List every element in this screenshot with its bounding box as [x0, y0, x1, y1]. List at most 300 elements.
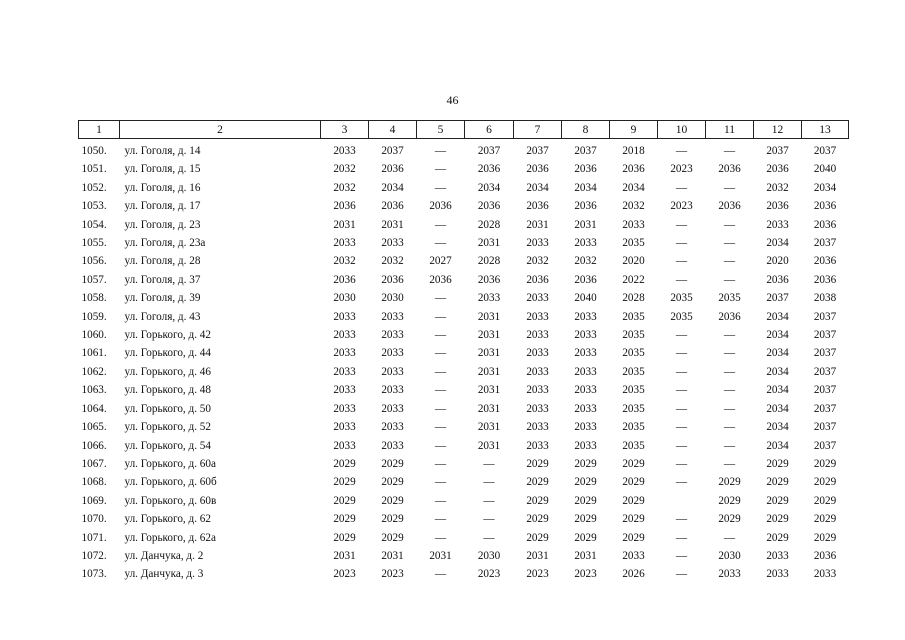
year-cell-col-8: 2036: [574, 163, 597, 176]
column-header-9: 9: [610, 121, 658, 139]
table-row: [79, 160, 849, 178]
year-cell-col-10: —: [675, 457, 688, 470]
table-row: [79, 363, 849, 381]
row-number-cell: 1054.: [81, 218, 107, 231]
year-cell-col-13: 2037: [813, 237, 837, 250]
table-row: [79, 565, 849, 583]
year-cell-col-10: —: [675, 549, 688, 562]
column-header-1: 1: [79, 121, 120, 139]
year-cell-col-6: 2036: [477, 273, 501, 286]
address-cell: ул. Горького, д. 46: [124, 365, 211, 378]
row-number-cell: 1072.: [81, 549, 107, 562]
year-cell-col-7: 2031: [526, 218, 549, 231]
year-cell-col-13: 2037: [813, 310, 837, 323]
year-cell-col-9: 2035: [622, 329, 645, 342]
year-cell-col-9: 2018: [622, 145, 645, 157]
year-cell-col-12: 2036: [766, 163, 789, 176]
year-cell-col-13: 2037: [813, 329, 837, 342]
year-cell-col-4: 2033: [381, 384, 404, 397]
year-cell-col-3: 2032: [333, 163, 356, 176]
year-cell-col-10: —: [675, 365, 688, 378]
year-cell-col-3: 2029: [333, 476, 356, 489]
year-cell-col-12: 2034: [766, 237, 789, 250]
year-cell-col-5: —: [434, 292, 447, 305]
year-cell-col-6: —: [483, 457, 495, 470]
year-cell-col-10: —: [675, 145, 688, 157]
table-row: [79, 179, 849, 197]
year-cell-col-3: 2033: [333, 384, 356, 397]
year-cell-col-4: 2030: [381, 292, 404, 305]
row-number-cell: 1064.: [81, 402, 107, 415]
year-cell-col-12: 2029: [766, 494, 789, 507]
year-cell-col-3: 2023: [333, 568, 356, 581]
address-cell: ул. Горького, д. 54: [124, 439, 211, 452]
year-cell-col-10: —: [675, 181, 688, 194]
column-header-8: 8: [562, 121, 610, 139]
address-cell: ул. Горького, д. 60б: [124, 476, 217, 489]
year-cell-col-6: 2031: [477, 365, 501, 378]
year-cell-col-6: 2028: [477, 218, 501, 231]
year-cell-col-13: 2036: [813, 273, 837, 286]
year-cell-col-4: 2031: [381, 549, 404, 562]
year-cell-col-13: 2037: [813, 347, 837, 360]
year-cell-col-5: 2036: [429, 273, 452, 286]
year-cell-col-6: 2031: [477, 329, 501, 342]
year-cell-col-4: 2032: [381, 255, 404, 268]
year-cell-col-11: 2036: [718, 310, 741, 323]
year-cell-col-5: —: [434, 402, 447, 415]
year-cell-col-10: —: [675, 237, 688, 250]
year-cell-col-9: 2029: [622, 513, 645, 526]
year-cell-col-7: 2033: [526, 421, 549, 434]
year-cell-col-6: 2031: [477, 237, 501, 250]
year-cell-col-4: 2033: [381, 310, 404, 323]
address-cell: ул. Гоголя, д. 23: [124, 218, 201, 231]
year-cell-col-5: 2027: [429, 255, 452, 268]
year-cell-col-9: 2035: [622, 439, 645, 452]
row-number-cell: 1063.: [81, 384, 107, 397]
year-cell-col-13: 2036: [813, 549, 837, 562]
year-cell-col-9: 2035: [622, 347, 645, 360]
year-cell-col-10: —: [675, 347, 688, 360]
year-cell-col-12: 2036: [766, 273, 789, 286]
year-cell-col-8: 2036: [574, 200, 597, 213]
year-cell-col-11: 2030: [718, 549, 741, 562]
year-cell-col-9: 2035: [622, 402, 645, 415]
year-cell-col-6: 2036: [477, 163, 501, 176]
year-cell-col-9: 2035: [622, 237, 645, 250]
table-row: [79, 473, 849, 491]
table-row: [79, 234, 849, 252]
year-cell-col-4: 2031: [381, 218, 404, 231]
year-cell-col-13: 2029: [813, 476, 837, 489]
year-cell-col-7: 2023: [526, 568, 549, 581]
table-row: [79, 197, 849, 215]
address-cell: ул. Горького, д. 60а: [124, 457, 216, 470]
year-cell-col-3: 2033: [333, 421, 356, 434]
year-cell-col-4: 2033: [381, 439, 404, 452]
year-cell-col-4: 2036: [381, 273, 404, 286]
year-cell-col-11: —: [723, 145, 736, 157]
column-header-3: 3: [321, 121, 369, 139]
year-cell-col-5: —: [434, 494, 447, 507]
table-row: [79, 418, 849, 436]
year-cell-col-3: 2033: [333, 310, 356, 323]
address-cell: ул. Горького, д. 52: [124, 421, 211, 434]
row-number-cell: 1066.: [81, 439, 107, 452]
row-number-cell: 1050.: [81, 145, 107, 157]
year-cell-col-4: 2033: [381, 421, 404, 434]
year-cell-col-12: 2034: [766, 310, 789, 323]
year-cell-col-12: 2037: [766, 145, 789, 157]
row-number-cell: 1060.: [81, 329, 107, 342]
year-cell-col-13: 2036: [813, 255, 837, 268]
year-cell-col-8: 2033: [574, 347, 597, 360]
column-header-4: 4: [369, 121, 417, 139]
year-cell-col-8: 2033: [574, 329, 597, 342]
table-row: [79, 400, 849, 418]
row-number-cell: 1070.: [81, 513, 107, 526]
year-cell-col-12: 2020: [766, 255, 789, 268]
year-cell-col-6: —: [483, 476, 495, 489]
year-cell-col-11: —: [723, 347, 736, 360]
year-cell-col-6: 2031: [477, 384, 501, 397]
year-cell-col-9: 2035: [622, 310, 645, 323]
year-cell-col-5: —: [434, 310, 447, 323]
row-number-cell: 1058.: [81, 292, 107, 305]
year-cell-col-6: 2031: [477, 310, 501, 323]
year-cell-col-11: —: [723, 384, 736, 397]
year-cell-col-5: —: [434, 181, 447, 194]
year-cell-col-7: 2029: [526, 457, 549, 470]
year-cell-col-9: 2035: [622, 384, 645, 397]
year-cell-col-3: 2029: [333, 513, 356, 526]
year-cell-col-8: 2029: [574, 513, 597, 526]
year-cell-col-7: 2034: [526, 181, 549, 194]
table-row: [79, 381, 849, 399]
year-cell-col-7: 2033: [526, 365, 549, 378]
year-cell-col-7: 2033: [526, 402, 549, 415]
year-cell-col-5: —: [434, 568, 447, 581]
year-cell-col-9: 2029: [622, 457, 645, 470]
year-cell-col-8: 2033: [574, 365, 597, 378]
year-cell-col-5: —: [434, 476, 447, 489]
year-cell-col-10: —: [675, 439, 688, 452]
year-cell-col-13: 2033: [813, 568, 837, 581]
year-cell-col-6: 2031: [477, 402, 501, 415]
year-cell-col-12: 2033: [766, 218, 789, 231]
year-cell-col-8: 2029: [574, 494, 597, 507]
year-cell-col-3: 2033: [333, 402, 356, 415]
year-cell-col-4: 2033: [381, 365, 404, 378]
year-cell-col-11: —: [723, 421, 736, 434]
table-row: [79, 455, 849, 473]
year-cell-col-13: 2029: [813, 513, 837, 526]
year-cell-col-9: 2035: [622, 421, 645, 434]
year-cell-col-12: 2034: [766, 347, 789, 360]
year-cell-col-8: 2033: [574, 237, 597, 250]
year-cell-col-7: 2031: [526, 549, 549, 562]
address-cell: ул. Гоголя, д. 23а: [124, 237, 206, 250]
year-cell-col-9: 2033: [622, 218, 645, 231]
year-cell-col-9: 2026: [622, 568, 645, 581]
year-cell-col-7: 2029: [526, 494, 549, 507]
year-cell-col-5: 2031: [429, 549, 452, 562]
table-row: [79, 547, 849, 565]
year-cell-col-7: 2033: [526, 292, 549, 305]
year-cell-col-3: 2033: [333, 145, 356, 157]
year-cell-col-12: 2036: [766, 200, 789, 213]
year-cell-col-11: —: [723, 255, 736, 268]
column-header-6: 6: [465, 121, 514, 139]
year-cell-col-3: 2029: [333, 494, 356, 507]
column-header-10: 10: [658, 121, 706, 139]
year-cell-col-12: 2034: [766, 384, 789, 397]
year-cell-col-6: —: [483, 513, 495, 526]
year-cell-col-7: 2033: [526, 384, 549, 397]
year-cell-col-3: 2032: [333, 181, 356, 194]
year-cell-col-5: 2036: [429, 200, 452, 213]
year-cell-col-5: —: [434, 218, 447, 231]
year-cell-col-6: —: [483, 531, 495, 544]
year-cell-col-4: 2033: [381, 329, 404, 342]
address-cell: ул. Данчука, д. 3: [124, 568, 204, 581]
address-cell: ул. Горького, д. 44: [124, 347, 211, 360]
year-cell-col-8: 2029: [574, 531, 597, 544]
year-cell-col-10: —: [675, 273, 688, 286]
year-cell-col-4: 2033: [381, 237, 404, 250]
year-cell-col-8: 2031: [574, 218, 597, 231]
year-cell-col-12: 2029: [766, 457, 789, 470]
year-cell-col-6: 2031: [477, 439, 501, 452]
table-row: [79, 142, 849, 160]
year-cell-col-8: 2029: [574, 476, 597, 489]
year-cell-col-11: —: [723, 439, 736, 452]
year-cell-col-6: 2033: [477, 292, 501, 305]
year-cell-col-10: —: [675, 218, 688, 231]
year-cell-col-12: 2034: [766, 329, 789, 342]
year-cell-col-5: —: [434, 237, 447, 250]
year-cell-col-13: 2036: [813, 200, 837, 213]
year-cell-col-3: 2033: [333, 365, 356, 378]
table-row: [79, 492, 849, 510]
year-cell-col-3: 2032: [333, 255, 356, 268]
address-cell: ул. Гоголя, д. 37: [124, 273, 201, 286]
year-cell-col-3: 2031: [333, 218, 356, 231]
address-cell: ул. Гоголя, д. 16: [124, 181, 201, 194]
year-cell-col-6: 2023: [477, 568, 501, 581]
address-cell: ул. Данчука, д. 2: [124, 549, 204, 562]
year-cell-col-4: 2029: [381, 513, 404, 526]
year-cell-col-5: —: [434, 531, 447, 544]
year-cell-col-6: —: [483, 494, 495, 507]
row-number-cell: 1059.: [81, 310, 107, 323]
address-cell: ул. Гоголя, д. 39: [124, 292, 201, 305]
row-number-cell: 1062.: [81, 365, 107, 378]
year-cell-col-10: —: [675, 384, 688, 397]
year-cell-col-4: 2036: [381, 163, 404, 176]
repair-schedule-table: [78, 120, 849, 584]
year-cell-col-3: 2030: [333, 292, 356, 305]
year-cell-col-11: —: [723, 402, 736, 415]
year-cell-col-11: 2035: [718, 292, 741, 305]
row-number-cell: 1068.: [81, 476, 107, 489]
year-cell-col-10: —: [675, 255, 688, 268]
table-row: [79, 437, 849, 455]
year-cell-col-6: 2036: [477, 200, 501, 213]
address-cell: ул. Гоголя, д. 14: [124, 145, 201, 157]
year-cell-col-9: 2036: [622, 163, 645, 176]
year-cell-col-13: 2029: [813, 531, 837, 544]
year-cell-col-3: 2029: [333, 531, 356, 544]
year-cell-col-8: 2031: [574, 549, 597, 562]
table-body: [79, 139, 849, 584]
table-row: [79, 252, 849, 270]
year-cell-col-4: 2029: [381, 494, 404, 507]
year-cell-col-7: 2032: [526, 255, 549, 268]
year-cell-col-13: 2037: [813, 402, 837, 415]
year-cell-col-3: 2033: [333, 329, 356, 342]
table-row: [79, 308, 849, 326]
year-cell-col-3: 2036: [333, 200, 356, 213]
row-number-cell: 1052.: [81, 181, 107, 194]
address-cell: ул. Гоголя, д. 28: [124, 255, 201, 268]
year-cell-col-4: 2037: [381, 145, 404, 157]
year-cell-col-11: —: [723, 273, 736, 286]
address-cell: ул. Горького, д. 60в: [124, 494, 217, 507]
address-cell: ул. Гоголя, д. 15: [124, 163, 201, 176]
table-row: [79, 271, 849, 289]
address-cell: ул. Горького, д. 42: [124, 329, 211, 342]
address-cell: ул. Горького, д. 48: [124, 384, 211, 397]
year-cell-col-10: 2035: [670, 292, 693, 305]
year-cell-col-11: —: [723, 181, 736, 194]
year-cell-col-9: 2035: [622, 365, 645, 378]
year-cell-col-5: —: [434, 347, 447, 360]
year-cell-col-11: 2036: [718, 200, 741, 213]
row-number-cell: 1061.: [81, 347, 107, 360]
year-cell-col-8: 2034: [574, 181, 597, 194]
row-number-cell: 1055.: [81, 237, 107, 250]
table-row: [79, 344, 849, 362]
year-cell-col-6: 2030: [477, 549, 501, 562]
row-number-cell: 1051.: [81, 163, 107, 176]
year-cell-col-10: 2023: [670, 163, 693, 176]
table-row: [79, 289, 849, 307]
year-cell-col-6: 2037: [477, 145, 501, 157]
row-number-cell: 1073.: [81, 568, 107, 581]
column-header-2: 2: [120, 121, 321, 139]
year-cell-col-13: 2036: [813, 218, 837, 231]
year-cell-col-12: 2034: [766, 402, 789, 415]
year-cell-col-7: 2033: [526, 347, 549, 360]
year-cell-col-11: 2036: [718, 163, 741, 176]
year-cell-col-10: —: [675, 476, 688, 489]
year-cell-col-10: —: [675, 568, 688, 581]
year-cell-col-4: 2023: [381, 568, 404, 581]
year-cell-col-11: —: [723, 365, 736, 378]
year-cell-col-8: 2032: [574, 255, 597, 268]
address-cell: ул. Горького, д. 62: [124, 513, 211, 526]
column-header-7: 7: [514, 121, 562, 139]
year-cell-col-13: 2034: [813, 181, 837, 194]
year-cell-col-7: 2033: [526, 329, 549, 342]
year-cell-col-5: —: [434, 513, 447, 526]
year-cell-col-11: —: [723, 237, 736, 250]
address-cell: ул. Горького, д. 50: [124, 402, 211, 415]
year-cell-col-9: 2020: [622, 255, 645, 268]
year-cell-col-10: 2023: [670, 200, 693, 213]
address-cell: ул. Горького, д. 62а: [124, 531, 216, 544]
year-cell-col-10: —: [675, 329, 688, 342]
column-number-header-row: [79, 121, 849, 139]
year-cell-col-10: —: [675, 421, 688, 434]
year-cell-col-9: 2034: [622, 181, 645, 194]
year-cell-col-3: 2033: [333, 237, 356, 250]
year-cell-col-11: —: [723, 329, 736, 342]
year-cell-col-12: 2032: [766, 181, 789, 194]
year-cell-col-12: 2037: [766, 292, 789, 305]
row-number-cell: 1053.: [81, 200, 107, 213]
year-cell-col-5: —: [434, 163, 447, 176]
table-row: [79, 326, 849, 344]
year-cell-col-7: 2029: [526, 476, 549, 489]
year-cell-col-11: 2033: [718, 568, 741, 581]
year-cell-col-5: —: [434, 439, 447, 452]
year-cell-col-4: 2034: [381, 181, 404, 194]
year-cell-col-5: —: [434, 329, 447, 342]
year-cell-col-11: 2029: [718, 513, 741, 526]
column-header-13: 13: [802, 121, 849, 139]
year-cell-col-6: 2031: [477, 347, 501, 360]
year-cell-col-10: —: [675, 402, 688, 415]
year-cell-col-8: 2037: [574, 145, 597, 157]
year-cell-col-10: —: [675, 531, 688, 544]
year-cell-col-5: —: [434, 365, 447, 378]
year-cell-col-9: 2022: [622, 273, 645, 286]
year-cell-col-13: 2029: [813, 494, 837, 507]
year-cell-col-9: 2029: [622, 476, 645, 489]
year-cell-col-7: 2036: [526, 163, 549, 176]
year-cell-col-8: 2033: [574, 402, 597, 415]
year-cell-col-11: —: [723, 457, 736, 470]
year-cell-col-5: —: [434, 421, 447, 434]
year-cell-col-8: 2029: [574, 457, 597, 470]
year-cell-col-6: 2034: [477, 181, 501, 194]
address-cell: ул. Гоголя, д. 17: [124, 200, 201, 213]
year-cell-col-4: 2036: [381, 200, 404, 213]
table-row: [79, 510, 849, 528]
year-cell-col-4: 2029: [381, 457, 404, 470]
address-cell: ул. Гоголя, д. 43: [124, 310, 201, 323]
year-cell-col-9: 2029: [622, 494, 645, 507]
year-cell-col-7: 2036: [526, 200, 549, 213]
year-cell-col-9: 2028: [622, 292, 645, 305]
year-cell-col-7: 2029: [526, 513, 549, 526]
year-cell-col-12: 2029: [766, 476, 789, 489]
year-cell-col-7: 2037: [526, 145, 549, 157]
year-cell-col-3: 2033: [333, 439, 356, 452]
year-cell-col-7: 2033: [526, 310, 549, 323]
year-cell-col-13: 2040: [813, 163, 837, 176]
year-cell-col-8: 2040: [574, 292, 597, 305]
year-cell-col-4: 2029: [381, 531, 404, 544]
column-header-5: 5: [417, 121, 465, 139]
year-cell-col-5: —: [434, 145, 447, 157]
year-cell-col-12: 2033: [766, 568, 789, 581]
year-cell-col-8: 2033: [574, 439, 597, 452]
year-cell-col-7: 2033: [526, 237, 549, 250]
